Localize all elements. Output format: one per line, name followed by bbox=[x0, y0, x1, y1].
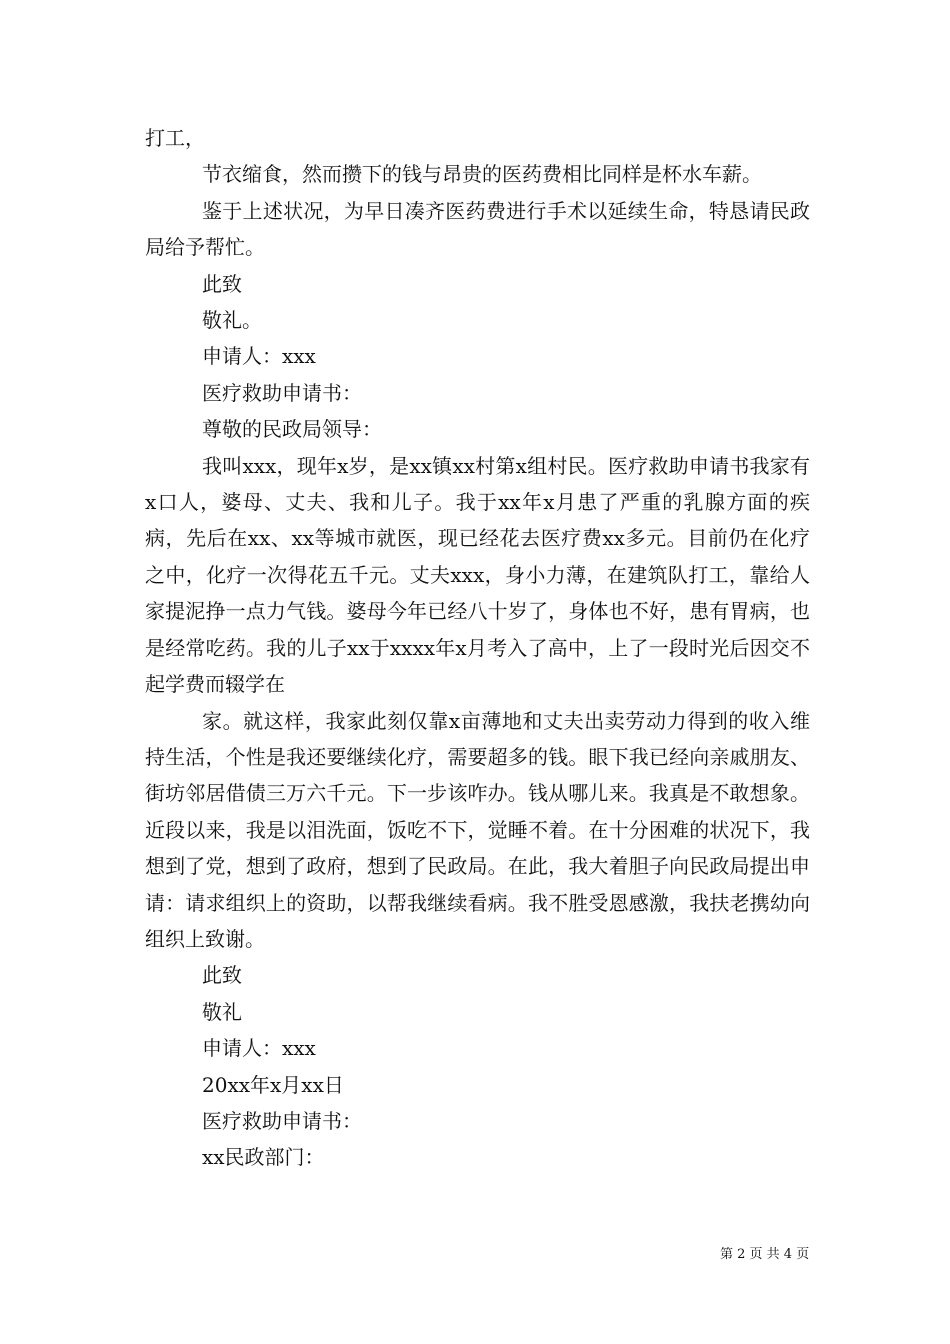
paragraph-continuation: 打工， bbox=[145, 126, 205, 150]
closing-salutation: 此致 bbox=[202, 963, 242, 988]
applicant-line: 申请人：xxx bbox=[202, 1036, 316, 1061]
section-heading: 医疗救助申请书： bbox=[202, 1108, 362, 1133]
paragraph-situation: 我叫xxx，现年x岁，是xx镇xx村第x组村民。医疗救助申请书我家有x口人，婆母、丈夫、我和儿子。我于xx年x月患了严重的乳腺方面的疾病，先后在xx、xx等城市就医，现已经花去医疗费xx多元。目前仍在化疗之中，化疗一次得花五千元。丈夫xxx，身小力薄，在建筑队打工，靠给人家提泥挣一点力气钱。婆母今年已经八十岁了，身体也不好，患有胃病，也是经常吃药。我的儿子xx于xxxx年x月考入了高中，上了一段时光后因交不起学费而辍学在 bbox=[145, 453, 810, 697]
document-body bbox=[145, 120, 810, 1176]
recipient-line: xx民政部门： bbox=[202, 1145, 325, 1170]
applicant-line: 申请人：xxx bbox=[202, 344, 316, 369]
closing-regards: 敬礼 bbox=[202, 999, 242, 1024]
section-heading: 医疗救助申请书： bbox=[202, 380, 362, 405]
greeting-line: 尊敬的民政局领导： bbox=[202, 417, 382, 442]
closing-regards: 敬礼。 bbox=[202, 308, 262, 333]
paragraph-savings: 节衣缩食，然而攒下的钱与昂贵的医药费相比同样是杯水车薪。 bbox=[202, 162, 762, 187]
paragraph-request: 鉴于上述状况，为早日凑齐医药费进行手术以延续生命，特恳请民政局给予帮忙。 bbox=[145, 198, 810, 260]
paragraph-hardship: 家。就这样，我家此刻仅靠x亩薄地和丈夫出卖劳动力得到的收入维持生活，个性是我还要继续化疗，需要超多的钱。眼下我已经向亲戚朋友、街坊邻居借债三万六千元。下一步该咋办。钱从哪儿来。我真是不敢想象。近段以来，我是以泪洗面，饭吃不下，觉睡不着。在十分困难的状况下，我想到了党，想到了政府，想到了民政局。在此，我大着胆子向民政局提出申请：请求组织上的资助，以帮我继续看病。我不胜受恩感激，我扶老携幼向组织上致谢。 bbox=[145, 708, 810, 951]
closing-salutation: 此致 bbox=[202, 271, 242, 296]
date-line: 20xx年x月xx日 bbox=[202, 1072, 344, 1097]
page-number-footer: 第 2 页 共 4 页 bbox=[720, 1247, 810, 1262]
